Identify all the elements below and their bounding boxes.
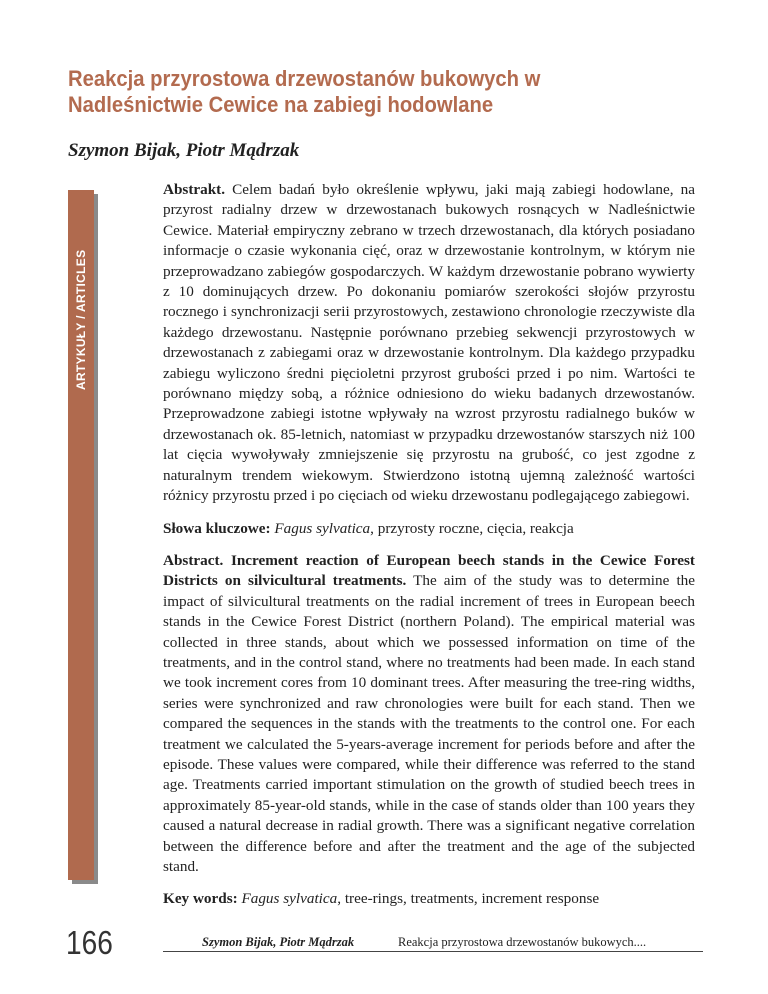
footer-running-title: Reakcja przyrostowa drzewostanów bukowych.... — [398, 935, 647, 949]
article-body — [163, 180, 695, 922]
abstract-en-text: The aim of the study was to determine the impact of silvicultural treatments on the radial increment of trees in European beech stands in the Cewice Forest District (northern Poland). The empirical material was collected in three stands, about which we possessed information on time of the treatments, and in the control stand, where no treatments had been made. In each stand we took increment cores from 10 dominant trees. After measuring the tree-ring widths, series were synchronized and raw chronologies were built for each stand. Then we compared the sequences in the stands with the treatments to the control one. For each treatment we calculated the 5-years-average increment for periods before and after the episode. These values were compared, while their difference was referred to the stand age. Treatments carried important stimulation on the growth of studied beech trees in approximately 85-year-old stands, while in the case of stands older than 100 years they caused a natural decrease in radial growth. There was a significant negative correlation between the difference before and after the treatment and the age of the subjected stand. — [163, 572, 696, 875]
keywords-en-label: Key words: — [163, 890, 238, 908]
section-sidebar — [68, 190, 94, 880]
keywords-pl-label: Słowa kluczowe: — [163, 519, 271, 537]
keywords-en — [163, 889, 695, 909]
abstract-pl — [163, 180, 695, 507]
abstract-pl-label: Abstrakt. — [163, 181, 226, 198]
footer-divider — [163, 951, 703, 952]
section-label: ARTYKUŁY / ARTICLES — [74, 249, 88, 390]
keywords-pl — [163, 519, 695, 539]
keywords-pl-species: Fagus sylvatica — [274, 519, 371, 537]
footer-authors: Szymon Bijak, Piotr Mądrzak — [202, 935, 355, 949]
keywords-en-species: Fagus sylvatica — [241, 890, 338, 908]
keywords-en-rest: , tree-rings, treatments, increment response — [337, 890, 600, 908]
abstract-en — [163, 551, 695, 878]
abstract-en-label: Abstract. Increment reaction of European beech stands in the Cewice Forest Districts on silvicultural treatments. — [163, 551, 695, 590]
keywords-pl-rest: , przyrosty roczne, cięcia, reakcja — [370, 519, 574, 537]
abstract-pl-text: Celem badań było określenie wpływu, jaki mają zabiegi hodowlane, na przyrost radialny drzew w drzewostanach bukowych rosnących w Nadleśnictwie Cewice. Materiał empiryczny zebrano w trzech drzewostanach, dla których posiadano informacje o czasie wykonania cięć, oraz w drzewostanie kontrolnym, w którym nie przeprowadzano zabiegów gospodarczych. W każdym drzewostanie pobrano wywierty z 10 dominujących drzew. Po dokonaniu pomiarów szerokości słojów przyrostu rocznego i synchronizacji serii przyrostowych, zestawiono chronologie rzeczywiste dla każdego drzewostanu. Następnie porównano przebieg sekwencji przyrostowych w drzewostanach z zabiegami oraz w drzewostanie kontrolnym. Dla każdego przypadku zabiegu wyliczono średni pięcioletni przyrost grubości przed i po nim. Wartości te porównano między sobą, a różnice odniesiono do wieku badanych drzewostanów. Przeprowadzone zabiegi istotne wpływały na wzrost przyrostu radialnego buków w drzewostanach ok. 85-letnich, natomiast w przypadku drzewostanów starszych niż 100 lat cięcia wywoływały zmniejszenie się przyrostu na grubość, co jest zgodne z naturalnym trendem wiekowym. Stwierdzono istotną ujemną zależność wartości różnicy przyrostu przed i po cięciach od wieku drzewostanu podlegającego zabiegowi. — [163, 181, 695, 505]
article-title: Reakcja przyrostowa drzewostanów bukowych w Nadleśnictwie Cewice na zabiegi hodowlane — [68, 66, 541, 117]
page-number: 166 — [66, 924, 113, 961]
article-authors: Szymon Bijak, Piotr Mądrzak — [68, 140, 300, 161]
